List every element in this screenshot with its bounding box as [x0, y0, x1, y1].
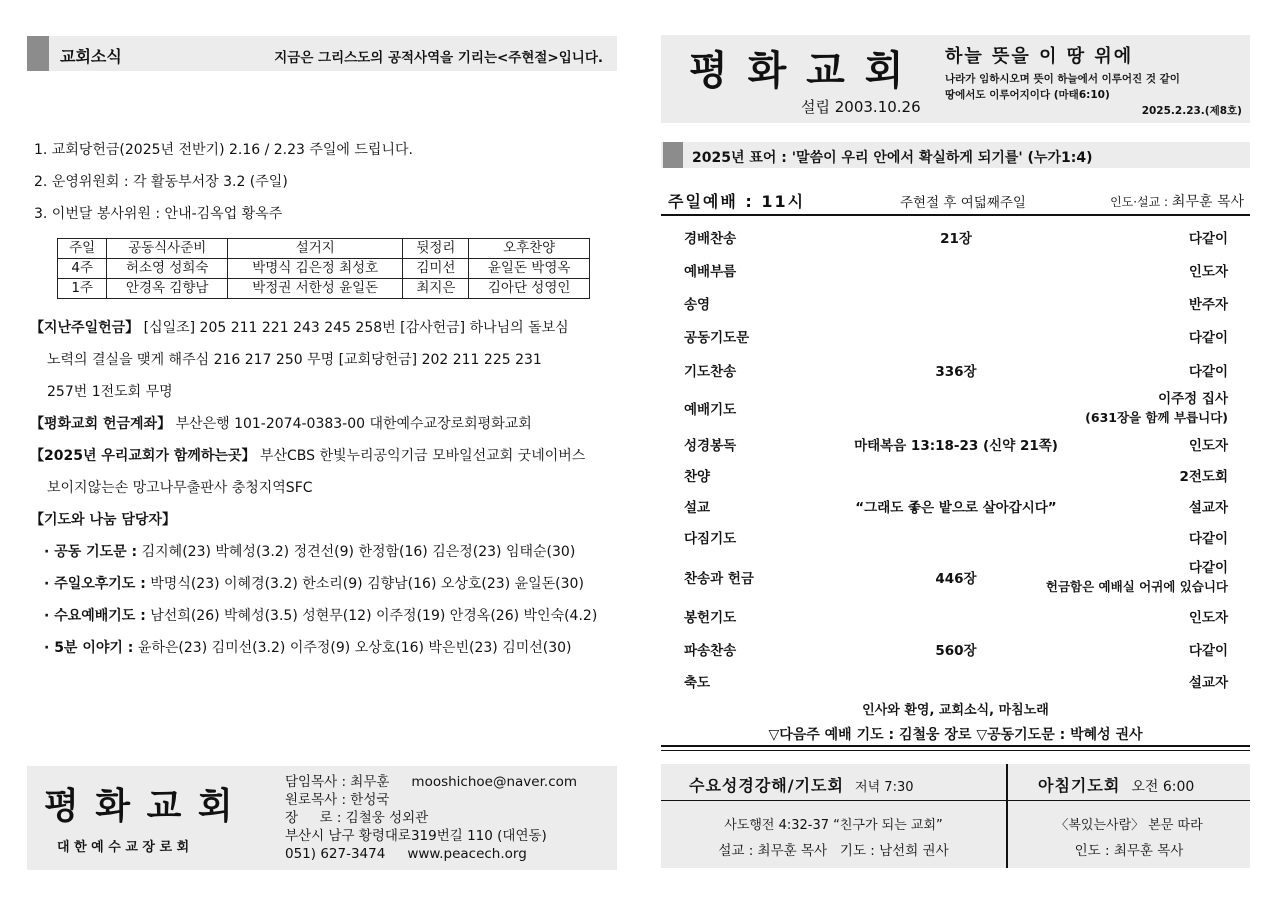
service-leader-name: 최무훈 목사: [1171, 194, 1244, 210]
prayer-label: 【기도와 나눔 담당자】: [30, 512, 176, 528]
order-name: 송영: [684, 297, 711, 313]
list-item: [684, 260, 1228, 288]
order-center: 446장: [935, 571, 977, 587]
morning-divider: [1008, 800, 1250, 801]
order-right: 다같이: [1188, 643, 1228, 659]
order-name: 공동기도문: [684, 330, 750, 346]
news-header-subtitle: 지금은 그리스도의 공적사역을 기리는<주현절>입니다.: [274, 50, 603, 66]
prayer-item: [44, 573, 584, 593]
list-item: [684, 527, 1228, 555]
order-name: 예배부름: [684, 264, 737, 280]
service-leader-label: 인도·설교 :: [1110, 195, 1172, 209]
table-cell: 윤일돈 박영옥: [469, 259, 590, 279]
prayer-role: · 주일오후기도 :: [44, 576, 146, 592]
order-center: “그래도 좋은 밭으로 살아갑시다”: [855, 500, 1057, 516]
footer-email[interactable]: mooshichoe@naver.com: [411, 774, 578, 790]
footer-elder-pastor: 원로목사 : 한성국: [285, 792, 390, 808]
partners-line-1: [30, 445, 585, 465]
table-cell: 박정권 서한성 윤일돈: [228, 279, 403, 299]
order-right: 다같이: [1188, 364, 1228, 380]
wednesday-title: 수요성경강해/기도회: [689, 776, 844, 795]
table-cell: 설거지: [228, 239, 403, 259]
prayer-role: · 공동 기도문 :: [44, 544, 138, 560]
prayer-names: 남선희(26) 박혜성(3.5) 성현무(12) 이주정(19) 안경옥(26) 박인숙(4.2): [150, 608, 598, 624]
masthead-verse-title: 하늘 뜻을 이 땅 위에: [945, 46, 1134, 67]
list-item: [684, 639, 1228, 667]
footer-pastor: 담임목사 : 최무훈: [285, 774, 390, 790]
table-row: [58, 259, 590, 279]
table-cell: 허소영 성희숙: [107, 259, 228, 279]
table-row: [58, 279, 590, 299]
order-name: 봉헌기도: [684, 610, 737, 626]
table-cell: 박명식 김은정 최성호: [228, 259, 403, 279]
order-center: 336장: [935, 364, 977, 380]
news-header-bar: [27, 36, 617, 71]
partners-text-1: 부산CBS 한빛누리공익기금 모바일선교회 굿네이버스: [259, 448, 586, 464]
wednesday-box: [661, 764, 1006, 868]
prayer-item: [44, 605, 597, 625]
news-header-title: 교회소식: [60, 47, 122, 66]
partners-line-2: 보이지않는손 망고나무출판사 충청지역SFC: [47, 480, 313, 496]
service-next-week: ▽다음주 예배 기도 : 김철웅 장로 ▽공동기도문 : 박혜성 권사: [768, 727, 1143, 743]
wednesday-leaders: 설교 : 최무훈 목사 기도 : 남선희 권사: [718, 843, 949, 859]
list-item: [684, 606, 1228, 634]
left-footer: [27, 766, 617, 870]
service-week: 주현절 후 여덟째주일: [900, 195, 1026, 211]
offering-text-1: [십일조] 205 211 221 243 245 258번 [감사헌금] 하나님의 돌보심: [143, 320, 569, 336]
prayer-names: 박명식(23) 이혜경(3.2) 한소리(9) 김향남(16) 오상호(23) 윤일돈(30): [150, 576, 584, 592]
header-marker: [27, 36, 49, 71]
prayer-role: · 수요예배기도 :: [44, 608, 146, 624]
table-cell: 4주: [58, 259, 107, 279]
offering-line-1: [30, 317, 569, 337]
order-right: 이주정 집사: [1158, 391, 1228, 407]
masthead-issue: 2025.2.23.(제8호): [1141, 105, 1242, 117]
table-cell: 최지은: [403, 279, 469, 299]
service-divider: [661, 214, 1250, 216]
order-right: 2전도회: [1179, 469, 1228, 485]
table-cell: 주일: [58, 239, 107, 259]
prayer-names: 윤하은(23) 김미선(3.2) 이주정(9) 오상호(16) 박은빈(23) 김미선(30): [137, 640, 572, 656]
order-right: 인도자: [1188, 264, 1228, 280]
motto-bar: [661, 142, 1250, 168]
order-name: 예배기도: [684, 402, 737, 418]
order-name: 축도: [684, 675, 711, 691]
order-name: 다짐기도: [684, 531, 737, 547]
masthead-church-name: 평 화 교 회: [689, 47, 907, 94]
morning-time: 오전 6:00: [1131, 779, 1195, 795]
footer-denomination: 대 한 예 수 교 장 로 회: [57, 840, 190, 855]
footer-info: [285, 773, 577, 863]
list-item: [684, 293, 1228, 321]
offering-line-2: 노력의 결실을 맺게 해주심 216 217 250 무명 [교회당헌금] 202 211 225 231: [47, 352, 542, 368]
morning-title: 아침기도회: [1038, 776, 1121, 795]
prayer-item: [44, 637, 572, 657]
wednesday-divider: [661, 800, 1006, 801]
table-cell: 안경옥 김향남: [107, 279, 228, 299]
list-item: [684, 360, 1228, 388]
table-cell: 1주: [58, 279, 107, 299]
footer-phone: 051) 627-3474: [285, 846, 386, 862]
partners-label: 【2025년 우리교회가 함께하는곳】: [30, 448, 256, 464]
news-item-2: 2. 운영위원회 : 각 활동부서장 3.2 (주일): [34, 174, 288, 190]
footer-church-name: 평 화 교 회: [44, 785, 235, 827]
list-item: [684, 434, 1228, 462]
order-right: 다같이: [1188, 531, 1228, 547]
table-cell: 공동식사준비: [107, 239, 228, 259]
masthead-founded: 설립 2003.10.26: [801, 98, 921, 116]
footer-contact-line: [285, 845, 577, 863]
table-cell: 오후찬양: [469, 239, 590, 259]
table-cell: 김아단 성영인: [469, 279, 590, 299]
order-right: 다같이: [1188, 560, 1228, 576]
wednesday-title-line: [689, 773, 914, 796]
offering-line-3: 257번 1전도회 무명: [47, 384, 173, 400]
list-item: [684, 227, 1228, 255]
motto-marker: [663, 142, 683, 168]
table-cell: 김미선: [403, 259, 469, 279]
service-bottom-rule: [661, 745, 1250, 751]
footer-pastor-line: [285, 773, 577, 791]
account-text: 부산은행 101-2074-0383-00 대한예수교장로회평화교회: [175, 416, 532, 432]
order-right: 인도자: [1188, 610, 1228, 626]
duty-table-header: [58, 239, 590, 259]
motto-text: 2025년 표어 : '말씀이 우리 안에서 확실하게 되기를' (누가1:4): [692, 150, 1093, 166]
order-right: 설교자: [1188, 675, 1228, 691]
order-name: 성경봉독: [684, 438, 737, 454]
morning-text: 〈복있는사람〉 본문 따라: [1055, 818, 1203, 833]
news-item-3: 3. 이번달 봉사위원 : 안내-김옥업 황옥주: [34, 206, 283, 222]
service-leader: [1110, 191, 1244, 211]
list-item: [684, 556, 1228, 596]
footer-elder: 장 로 : 김철웅 성외관: [285, 810, 429, 826]
order-right-note: (631장을 함께 부릅니다): [1085, 410, 1228, 425]
order-name: 설교: [684, 500, 711, 516]
order-name: 경배찬송: [684, 231, 737, 247]
news-item-1: 1. 교회당헌금(2025년 전반기) 2.16 / 2.23 주일에 드립니다.: [34, 142, 413, 158]
order-name: 파송찬송: [684, 643, 737, 659]
prayer-item: [44, 541, 575, 561]
order-center: 21장: [940, 231, 972, 247]
list-item: [684, 387, 1228, 427]
order-right: 다같이: [1188, 231, 1228, 247]
prayer-role: · 5분 이야기 :: [44, 640, 134, 656]
morning-leader: 인도 : 최무훈 목사: [1074, 843, 1184, 859]
service-closing: 인사와 환영, 교회소식, 마침노래: [862, 703, 1049, 718]
account-line: [30, 413, 532, 433]
order-name: 기도찬송: [684, 364, 737, 380]
order-name: 찬양: [684, 469, 711, 485]
offering-label: 【지난주일헌금】: [30, 320, 140, 336]
duty-table: [57, 238, 590, 299]
morning-title-line: [1038, 773, 1194, 796]
order-right-note: 헌금함은 예배실 어귀에 있습니다: [1045, 579, 1228, 594]
order-right: 인도자: [1188, 438, 1228, 454]
list-item: [684, 671, 1228, 699]
table-cell: 뒷정리: [403, 239, 469, 259]
order-right: 다같이: [1188, 330, 1228, 346]
list-item: [684, 326, 1228, 354]
order-right: 반주자: [1188, 297, 1228, 313]
footer-website[interactable]: www.peacech.org: [407, 846, 527, 862]
service-title: 주일예배 : 11시: [668, 192, 806, 211]
order-right: 설교자: [1188, 500, 1228, 516]
masthead-verse-line2: 땅에서도 이루어지이다 (마태6:10): [945, 89, 1110, 101]
masthead-verse-line1: 나라가 임하시오며 뜻이 하늘에서 이루어진 것 같이: [945, 73, 1180, 85]
order-center: 마태복음 13:18-23 (신약 21쪽): [854, 438, 1058, 454]
list-item: [684, 465, 1228, 493]
prayer-names: 김지혜(23) 박혜성(3.2) 정견선(9) 한정함(16) 김은정(23) 임태순(30): [141, 544, 576, 560]
footer-address: 부산시 남구 황령대로319번길 110 (대연동): [285, 828, 547, 844]
masthead: [661, 35, 1250, 123]
account-label: 【평화교회 헌금계좌】: [30, 416, 172, 432]
morning-box: [1008, 764, 1250, 868]
order-name: 찬송과 헌금: [684, 571, 754, 587]
order-center: 560장: [935, 643, 977, 659]
wednesday-text: 사도행전 4:32-37 “친구가 되는 교회”: [724, 818, 943, 833]
list-item: [684, 496, 1228, 524]
wednesday-time: 저녁 7:30: [855, 780, 914, 795]
